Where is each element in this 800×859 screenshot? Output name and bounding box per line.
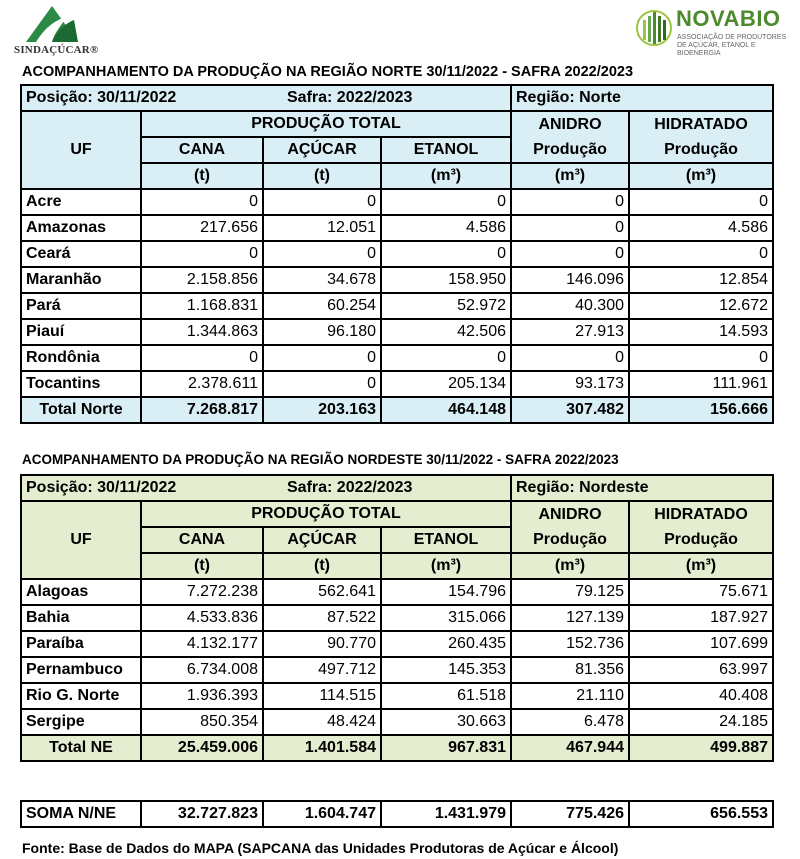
page-header (0, 0, 800, 62)
north-production-table (20, 84, 774, 424)
cana-cell: 1.344.863 (141, 319, 263, 345)
hidratado-cell: 0 (629, 345, 773, 371)
cana-cell: 0 (141, 345, 263, 371)
north-cana-header: CANA (141, 137, 263, 163)
table-row (21, 631, 773, 657)
cana-cell: 2.158.856 (141, 267, 263, 293)
acucar-cell: 96.180 (263, 319, 381, 345)
total-label: Total NE (21, 735, 141, 761)
hidratado-cell: 0 (629, 241, 773, 267)
table-row (21, 683, 773, 709)
north-anidro-producao: Produção (511, 137, 629, 163)
uf-name-cell: Bahia (21, 605, 141, 631)
etanol-cell: 61.518 (381, 683, 511, 709)
soma-hidratado: 656.553 (629, 801, 773, 827)
north-etanol-header: ETANOL (381, 137, 511, 163)
soma-cana: 32.727.823 (141, 801, 263, 827)
cana-cell: 850.354 (141, 709, 263, 735)
novabio-logo (636, 4, 786, 56)
uf-name-cell: Rondônia (21, 345, 141, 371)
acucar-cell: 0 (263, 189, 381, 215)
north-producao-total-header: PRODUÇÃO TOTAL (141, 111, 511, 137)
sindacucar-logo (14, 2, 104, 60)
northeast-hidratado-producao: Produção (629, 527, 773, 553)
table-row (21, 371, 773, 397)
acucar-cell: 114.515 (263, 683, 381, 709)
novabio-bars-icon (636, 6, 672, 50)
uf-name-cell: Paraíba (21, 631, 141, 657)
table-row (21, 241, 773, 267)
anidro-cell: 93.173 (511, 371, 629, 397)
total-hidratado: 156.666 (629, 397, 773, 423)
cana-cell: 0 (141, 189, 263, 215)
soma-anidro: 775.426 (511, 801, 629, 827)
anidro-cell: 0 (511, 189, 629, 215)
acucar-cell: 497.712 (263, 657, 381, 683)
northeast-cana-unit: (t) (141, 553, 263, 579)
total-hidratado: 499.887 (629, 735, 773, 761)
table-row (21, 319, 773, 345)
northeast-anidro-header: ANIDRO (511, 501, 629, 527)
northeast-uf-header: UF (21, 501, 141, 579)
table-row (21, 709, 773, 735)
hidratado-cell: 107.699 (629, 631, 773, 657)
northeast-hidratado-header: HIDRATADO (629, 501, 773, 527)
hidratado-cell: 12.672 (629, 293, 773, 319)
northeast-anidro-producao: Produção (511, 527, 629, 553)
acucar-cell: 60.254 (263, 293, 381, 319)
soma-etanol: 1.431.979 (381, 801, 511, 827)
hidratado-cell: 40.408 (629, 683, 773, 709)
anidro-cell: 0 (511, 241, 629, 267)
uf-name-cell: Acre (21, 189, 141, 215)
north-posicao: Posição: 30/11/2022 (21, 85, 263, 111)
north-safra: Safra: 2022/2023 (263, 85, 511, 111)
anidro-cell: 81.356 (511, 657, 629, 683)
etanol-cell: 315.066 (381, 605, 511, 631)
etanol-cell: 30.663 (381, 709, 511, 735)
uf-name-cell: Amazonas (21, 215, 141, 241)
etanol-cell: 0 (381, 345, 511, 371)
north-hidratado-header: HIDRATADO (629, 111, 773, 137)
cana-cell: 4.533.836 (141, 605, 263, 631)
novabio-title: NOVABIO (676, 6, 781, 31)
sindacucar-leaf-icon (22, 2, 82, 44)
north-hidratado-producao: Produção (629, 137, 773, 163)
etanol-cell: 42.506 (381, 319, 511, 345)
table-row (21, 657, 773, 683)
northeast-acucar-unit: (t) (263, 553, 381, 579)
hidratado-cell: 63.997 (629, 657, 773, 683)
acucar-cell: 0 (263, 241, 381, 267)
acucar-cell: 12.051 (263, 215, 381, 241)
cana-cell: 6.734.008 (141, 657, 263, 683)
cana-cell: 7.272.238 (141, 579, 263, 605)
total-cana: 25.459.006 (141, 735, 263, 761)
cana-cell: 2.378.611 (141, 371, 263, 397)
etanol-cell: 154.796 (381, 579, 511, 605)
table-row (21, 345, 773, 371)
table-row (21, 605, 773, 631)
uf-name-cell: Piauí (21, 319, 141, 345)
uf-name-cell: Pernambuco (21, 657, 141, 683)
acucar-cell: 562.641 (263, 579, 381, 605)
anidro-cell: 0 (511, 215, 629, 241)
uf-name-cell: Sergipe (21, 709, 141, 735)
acucar-cell: 0 (263, 371, 381, 397)
north-section-title: ACOMPANHAMENTO DA PRODUÇÃO NA REGIÃO NORTE 30/11/2022 - SAFRA 2022/2023 (22, 64, 634, 80)
etanol-cell: 4.586 (381, 215, 511, 241)
northeast-posicao: Posição: 30/11/2022 (21, 475, 263, 501)
north-acucar-unit: (t) (263, 163, 381, 189)
hidratado-cell: 111.961 (629, 371, 773, 397)
total-acucar: 203.163 (263, 397, 381, 423)
northeast-acucar-header: AÇÚCAR (263, 527, 381, 553)
north-cana-unit: (t) (141, 163, 263, 189)
anidro-cell: 27.913 (511, 319, 629, 345)
hidratado-cell: 24.185 (629, 709, 773, 735)
hidratado-cell: 75.671 (629, 579, 773, 605)
north-anidro-unit: (m³) (511, 163, 629, 189)
soma-label: SOMA N/NE (21, 801, 141, 827)
table-row (21, 267, 773, 293)
soma-acucar: 1.604.747 (263, 801, 381, 827)
table-row (21, 293, 773, 319)
anidro-cell: 0 (511, 345, 629, 371)
hidratado-cell: 14.593 (629, 319, 773, 345)
anidro-cell: 152.736 (511, 631, 629, 657)
etanol-cell: 52.972 (381, 293, 511, 319)
acucar-cell: 87.522 (263, 605, 381, 631)
cana-cell: 1.936.393 (141, 683, 263, 709)
cana-cell: 0 (141, 241, 263, 267)
total-anidro: 307.482 (511, 397, 629, 423)
uf-name-cell: Rio G. Norte (21, 683, 141, 709)
northeast-etanol-unit: (m³) (381, 553, 511, 579)
northeast-section-title: ACOMPANHAMENTO DA PRODUÇÃO NA REGIÃO NORDESTE 30/11/2022 - SAFRA 2022/2023 (22, 452, 619, 467)
total-acucar: 1.401.584 (263, 735, 381, 761)
northeast-regiao: Região: Nordeste (511, 475, 773, 501)
source-note: Fonte: Base de Dados do MAPA (SAPCANA das Unidades Produtoras de Açúcar e Álcool) (22, 840, 619, 856)
total-row (21, 735, 773, 761)
soma-table (20, 800, 774, 828)
anidro-cell: 127.139 (511, 605, 629, 631)
table-row (21, 579, 773, 605)
total-etanol: 967.831 (381, 735, 511, 761)
northeast-producao-total-header: PRODUÇÃO TOTAL (141, 501, 511, 527)
etanol-cell: 0 (381, 241, 511, 267)
northeast-production-table (20, 474, 774, 762)
hidratado-cell: 187.927 (629, 605, 773, 631)
north-etanol-unit: (m³) (381, 163, 511, 189)
cana-cell: 1.168.831 (141, 293, 263, 319)
etanol-cell: 158.950 (381, 267, 511, 293)
cana-cell: 217.656 (141, 215, 263, 241)
northeast-hidratado-unit: (m³) (629, 553, 773, 579)
uf-name-cell: Pará (21, 293, 141, 319)
anidro-cell: 146.096 (511, 267, 629, 293)
hidratado-cell: 4.586 (629, 215, 773, 241)
acucar-cell: 34.678 (263, 267, 381, 293)
table-row (21, 215, 773, 241)
sindacucar-brand-text: SINDAÇÚCAR® (14, 44, 99, 56)
etanol-cell: 0 (381, 189, 511, 215)
table-row (21, 189, 773, 215)
northeast-anidro-unit: (m³) (511, 553, 629, 579)
total-anidro: 467.944 (511, 735, 629, 761)
novabio-subtitle: ASSOCIAÇÃO DE PRODUTORES DE AÇÚCAR, ETANOL E BIOENERGIA (677, 34, 787, 57)
uf-name-cell: Ceará (21, 241, 141, 267)
total-row (21, 397, 773, 423)
total-label: Total Norte (21, 397, 141, 423)
hidratado-cell: 12.854 (629, 267, 773, 293)
anidro-cell: 21.110 (511, 683, 629, 709)
anidro-cell: 40.300 (511, 293, 629, 319)
north-regiao: Região: Norte (511, 85, 773, 111)
acucar-cell: 90.770 (263, 631, 381, 657)
acucar-cell: 0 (263, 345, 381, 371)
etanol-cell: 205.134 (381, 371, 511, 397)
north-uf-header: UF (21, 111, 141, 189)
uf-name-cell: Tocantins (21, 371, 141, 397)
anidro-cell: 6.478 (511, 709, 629, 735)
etanol-cell: 260.435 (381, 631, 511, 657)
anidro-cell: 79.125 (511, 579, 629, 605)
cana-cell: 4.132.177 (141, 631, 263, 657)
uf-name-cell: Maranhão (21, 267, 141, 293)
acucar-cell: 48.424 (263, 709, 381, 735)
total-cana: 7.268.817 (141, 397, 263, 423)
soma-row (21, 801, 773, 827)
north-hidratado-unit: (m³) (629, 163, 773, 189)
northeast-safra: Safra: 2022/2023 (263, 475, 511, 501)
northeast-etanol-header: ETANOL (381, 527, 511, 553)
etanol-cell: 145.353 (381, 657, 511, 683)
hidratado-cell: 0 (629, 189, 773, 215)
uf-name-cell: Alagoas (21, 579, 141, 605)
north-anidro-header: ANIDRO (511, 111, 629, 137)
north-acucar-header: AÇÚCAR (263, 137, 381, 163)
total-etanol: 464.148 (381, 397, 511, 423)
northeast-cana-header: CANA (141, 527, 263, 553)
